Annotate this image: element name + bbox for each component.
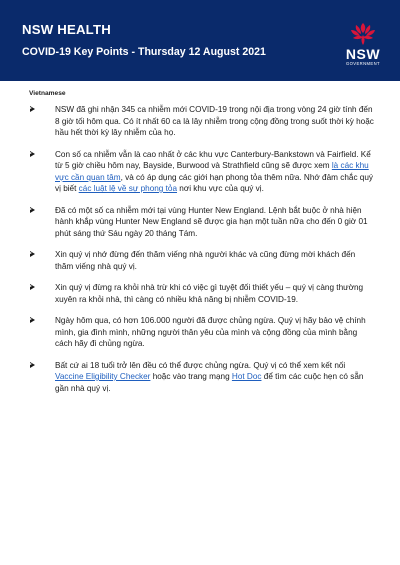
arrow-bullet-icon xyxy=(30,317,35,323)
arrow-bullet-icon xyxy=(30,284,35,290)
arrow-bullet-icon xyxy=(30,362,35,368)
language-label: Vietnamese xyxy=(29,90,66,97)
areas-of-concern-link[interactable]: là các khu vực cần quan tâm xyxy=(55,161,369,182)
header-subtitle: COVID-19 Key Points - Thursday 12 August 2021 xyxy=(22,46,266,58)
point-text: Xin quý vị đừng ra khỏi nhà trừ khi có việc gì tuyệt đối thiết yếu – quý vị càng thường xuyên ra khỏi nhà, thì càng có nhiều khả năng bị nhiễm COVID-19. xyxy=(55,283,364,304)
point-text: NSW đã ghi nhận 345 ca nhiễm mới COVID-19 trong nội địa trong vòng 24 giờ tính đến 8 giờ tối hôm qua. Có ít nhất 60 ca là lây nhiễm trong cộng đồng trong suốt thời kỳ hoặc hầu hết thời kỳ lây nhiễm của họ. xyxy=(55,105,374,137)
point-text: , và có áp dụng các giới hạn phong tỏa thêm nữa. Nhớ đảm chắc quý vị biết xyxy=(55,172,374,193)
list-item xyxy=(30,249,375,272)
point-text: Con số ca nhiễm vẫn là cao nhất ở các khu vực Canterbury-Bankstown và Fairfield. Kể từ 5 giờ chiều hôm nay, Bayside, Burwood và Strathfield cũng sẽ được xem xyxy=(55,149,371,170)
arrow-bullet-icon xyxy=(30,106,35,112)
vaccine-eligibility-checker-link[interactable]: Vaccine Eligibility Checker xyxy=(55,372,151,381)
point-text: Đã có một số ca nhiễm mới tại vùng Hunter New England. Lệnh bắt buộc ở nhà hiện hành khắp vùng Hunter New England sẽ được gia hạn một tuần nữa cho đến 0 giờ 01 phút sáng thứ Sáu ngày 20 tháng Tám. xyxy=(55,205,368,238)
list-item xyxy=(30,315,375,350)
key-points-list xyxy=(30,104,375,404)
list-item xyxy=(30,282,375,305)
list-item xyxy=(30,360,375,395)
logo-subtext: GOVERNMENT xyxy=(345,61,380,66)
header-title: NSW HEALTH xyxy=(22,22,111,37)
point-text: Ngày hôm qua, có hơn 106.000 người đã được chủng ngừa. Quý vị hãy bảo vệ chính mình, gia đình mình, những người thân yêu của mình và cộng đồng của mình bằng cách hãy đi chủng ngừa. xyxy=(55,316,366,348)
arrow-bullet-icon xyxy=(30,207,35,213)
point-text: hoặc vào trang mạng xyxy=(150,372,232,381)
logo-text: NSW xyxy=(345,46,381,62)
arrow-bullet-icon xyxy=(30,151,35,157)
point-text: để tìm các cuộc hẹn có sẵn gần nhà quý vị. xyxy=(55,372,364,393)
waratah-icon xyxy=(348,22,378,46)
hot-doc-link[interactable]: Hot Doc xyxy=(231,372,262,381)
lockdown-rules-link[interactable]: các luật lệ về sự phong tỏa xyxy=(78,184,178,193)
point-text: Xin quý vị nhớ đừng đến thăm viếng nhà người khác và cũng đừng mời khách đến thăm viếng nhà quý vị. xyxy=(55,250,356,271)
point-text: Bất cứ ai 18 tuổi trở lên đều có thể được chủng ngừa. Quý vị có thể xem kết nối xyxy=(55,360,346,370)
arrow-bullet-icon xyxy=(30,251,35,257)
point-text: nơi khu vực của quý vị. xyxy=(177,184,264,193)
nsw-government-logo xyxy=(340,22,386,67)
page-header xyxy=(0,0,400,81)
list-item xyxy=(30,149,375,195)
list-item xyxy=(30,205,375,240)
list-item xyxy=(30,104,375,139)
